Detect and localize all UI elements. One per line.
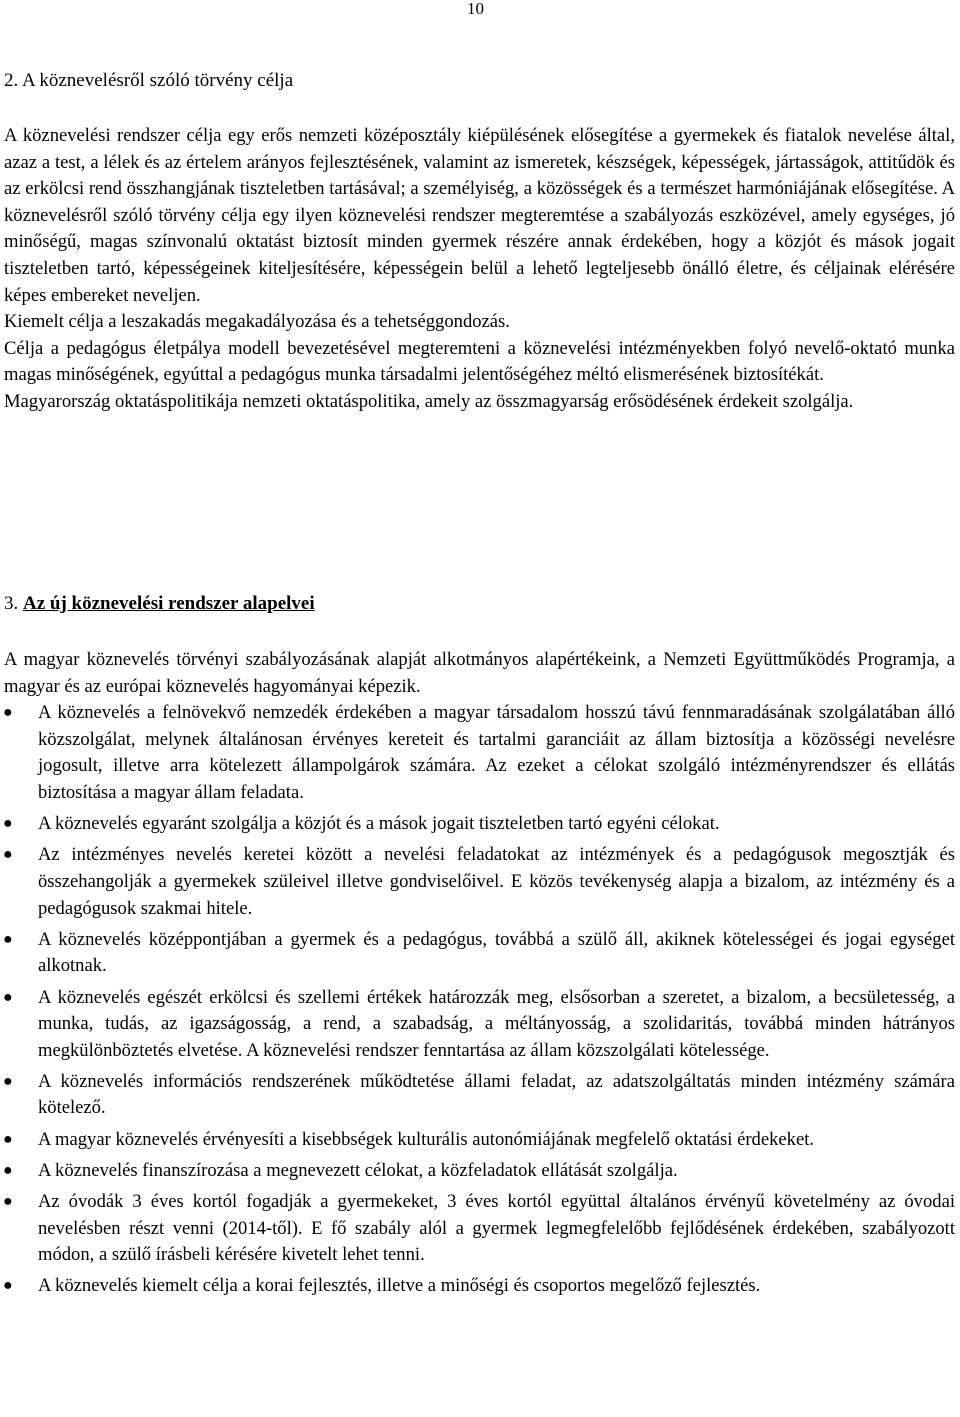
bullet-icon: ● <box>3 704 13 722</box>
list-item <box>4 927 955 980</box>
list-item-text: A köznevelés kiemelt célja a korai fejlesztés, illetve a minőségi és csoportos megelőző fejlesztés. <box>38 1275 761 1297</box>
list-item-text: Az óvodák 3 éves kortól fogadják a gyermekeket, 3 éves kortól együttal általános érvényű követelmény az óvodai nevelésben részt venni (2014-től). E fő szabály alól a gyermek legmegfelelőbb fejlődésének érdekében, szabályozott módon, a szülő írásbeli kérésére kivetelt lehet tenni. <box>38 1191 955 1266</box>
bullet-icon: ● <box>3 846 13 864</box>
page-number: 10 <box>467 0 484 18</box>
list-item-text: A köznevelés egyaránt szolgálja a közjót és a mások jogait tiszteletben tartó egyéni célokat. <box>38 813 720 835</box>
section-2-paragraph: A köznevelési rendszer célja egy erős nemzeti középosztály kiépülésének elősegítése a gyermekek és fiatalok nevelése által, azaz a test, a lélek és az értelem arányos fejlesztésének, valamint az ismeretek, készségek, képességek, jártasságok, attitűdök és az erkölcsi rend összhangjának tiszteletben tartásával; a személyiség, a közösségek és a természet harmóniájának elősegítése. A köznevelésről szóló törvény célja egy ilyen köznevelési rendszer megteremtése a szabályozás eszközével, amely egységes, jó minőségű, magas színvonalú oktatást biztosít minden gyermek részére annak érdekében, hogy a közjót és mások jogait tiszteletben tartó, képességeinek kiteljesítésére, képességein belül a lehető legteljesebb önálló életre, és céljainak elérésére képes embereket neveljen. <box>4 125 955 306</box>
list-item <box>4 1069 955 1122</box>
bullet-icon: ● <box>3 1130 13 1148</box>
section-2-paragraph: Célja a pedagógus életpálya modell bevezetésével megteremteni a köznevelési intézményekben folyó nevelő-oktató munka magas minőségének, egyúttal a pedagógus munka társadalmi jelentőségéhez méltó elismerésének biztosítékát. <box>4 337 955 386</box>
section-2-heading: 2. A köznevelésről szóló törvény célja <box>4 70 294 91</box>
list-item-text: Az intézményes nevelés keretei között a nevelési feladatokat az intézmények és a pedagógusok megosztják és összehangolják a gyermekek szüleivel illetve gondviselőivel. E közös tevékenység alapja a bizalom, az intézmény és a pedagógusok szakmai hitele. <box>38 844 955 919</box>
bullet-icon: ● <box>3 1161 13 1179</box>
list-item <box>4 1273 955 1300</box>
bullet-icon: ● <box>3 930 13 948</box>
list-item <box>4 985 955 1065</box>
list-item-text: A köznevelés a felnövekvő nemzedék érdekében a magyar társadalom hosszú távú fennmaradásának szolgálatában álló közszolgálat, melynek általánosan érvényes kereteit és tartalmi garanciáit az állam biztosítja a közösségi nevelésre jogosult, illetve arra kötelezett állampolgárok számára. Az ezeket a célokat szolgáló intézményrendszer és ellátás biztosítása a magyar állam feladata. <box>38 702 955 803</box>
principles-list <box>4 700 955 1300</box>
list-item-text: A köznevelés finanszírozása a megnevezett célokat, a közfeladatok ellátását szolgálja. <box>38 1159 678 1181</box>
section-3-heading <box>4 592 315 616</box>
list-item <box>4 1189 955 1269</box>
list-item-text: A köznevelés egészét erkölcsi és szellemi értékek határozzák meg, elsősorban a szeretet, a bizalom, a becsületesség, a munka, tudás, az igazságosság, a rend, a szabadság, a méltányosság, a szolidaritás, továbbá minden hátrányos megkülönböztetés elvetése. A köznevelési rendszer fenntartása az állam közszolgálati kötelessége. <box>38 986 955 1061</box>
bullet-icon: ● <box>3 815 13 833</box>
bullet-icon: ● <box>3 1193 13 1211</box>
list-item-text: A magyar köznevelés érvényesíti a kisebbségek kulturális autonómiájának megfelelő oktatási érdekeket. <box>38 1128 815 1150</box>
section-3-heading-number: 3. <box>4 593 19 614</box>
bullet-icon: ● <box>3 1072 13 1090</box>
section-2-body <box>4 123 955 416</box>
list-item-text: A köznevelés középpontjában a gyermek és a pedagógus, továbbá a szülő áll, akiknek kötelességei és jogai egységet alkotnak. <box>38 928 955 977</box>
bullet-icon: ● <box>3 1277 13 1295</box>
list-item <box>4 1127 955 1154</box>
list-item-text: A köznevelés információs rendszerének működtetése állami feladat, az adatszolgáltatás minden intézmény számára kötelező. <box>38 1070 955 1119</box>
list-item <box>4 700 955 806</box>
bullet-icon: ● <box>3 988 13 1006</box>
section-2-paragraph: Kiemelt célja a leszakadás megakadályozása és a tehetséggondozás. <box>4 311 510 333</box>
section-3-heading-title: Az új köznevelési rendszer alapelvei <box>23 593 315 614</box>
section-2-paragraph: Magyarország oktatáspolitikája nemzeti oktatáspolitika, amely az összmagyarság erősödésének érdekeit szolgálja. <box>4 390 854 412</box>
list-item <box>4 811 955 838</box>
section-3-body <box>4 647 955 1305</box>
list-item <box>4 1158 955 1185</box>
list-item <box>4 842 955 922</box>
section-3-intro: A magyar köznevelés törvényi szabályozásának alapját alkotmányos alapértékeink, a Nemzeti Együttműködés Programja, a magyar és az európai köznevelés hagyományai képezik. <box>4 649 955 697</box>
